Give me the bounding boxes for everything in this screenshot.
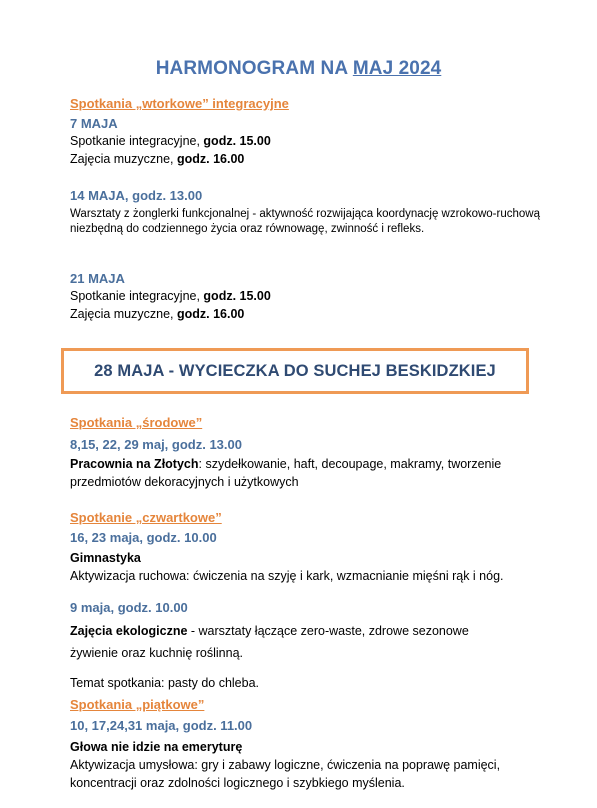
event-date: 10, 17,24,31 maja, godz. 11.00 xyxy=(70,718,253,733)
friday-section xyxy=(70,697,550,792)
thursday-event-eco xyxy=(70,600,550,692)
event-description: Pracownia na Złotych: szydełkowanie, haft, decoupage, makramy, tworzenie przedmiotów dekoracyjnych i użytkowych xyxy=(70,457,502,489)
page-title xyxy=(0,58,597,80)
event-date: 21 MAJA xyxy=(70,271,125,286)
tuesday-event-21 xyxy=(70,271,550,323)
event-line: Zajęcia muzyczne, godz. 16.00 xyxy=(70,152,245,166)
event-name: Głowa nie idzie na emeryturę xyxy=(70,740,243,754)
tuesday-event-juggling xyxy=(70,188,550,237)
event-description: Aktywizacja ruchowa: ćwiczenia na szyję i kark, wzmacnianie mięśni rąk i nóg. xyxy=(70,569,504,583)
friday-heading: Spotkania „piątkowe” xyxy=(70,697,205,712)
event-line: Spotkanie integracyjne, godz. 15.00 xyxy=(70,134,271,148)
tuesday-section xyxy=(70,96,550,168)
title-month: MAJ 2024 xyxy=(352,58,442,79)
event-date: 16, 23 maja, godz. 10.00 xyxy=(70,530,217,545)
title-prefix: HARMONOGRAM NA xyxy=(155,58,353,79)
event-line: Spotkanie integracyjne, godz. 15.00 xyxy=(70,289,271,303)
wednesday-heading: Spotkania „środowe” xyxy=(70,415,203,430)
event-date: 8,15, 22, 29 maj, godz. 13.00 xyxy=(70,437,242,452)
event-date: 7 MAJA xyxy=(70,116,118,131)
thursday-section xyxy=(70,510,550,585)
thursday-heading: Spotkanie „czwartkowe” xyxy=(70,510,222,525)
event-description: Aktywizacja umysłowa: gry i zabawy logiczne, ćwiczenia na poprawę pamięci, koncentracji oraz zdolności logicznego i szybkiego myślenia. xyxy=(70,758,501,790)
event-description: Zajęcia ekologiczne - warsztaty łączące zero-waste, zdrowe sezonowe żywienie oraz kuchnię roślinną. xyxy=(70,624,469,660)
event-description: Warsztaty z żonglerki funkcjonalnej - aktywność rozwijająca koordynację wzrokowo-ruchową niezbędną do codziennego życia oraz równowagę, zwinność i refleks. xyxy=(70,208,540,235)
event-line: Zajęcia muzyczne, godz. 16.00 xyxy=(70,307,245,321)
event-date: 9 maja, godz. 10.00 xyxy=(70,600,188,615)
event-date: 14 MAJA, godz. 13.00 xyxy=(70,188,203,203)
event-name: Gimnastyka xyxy=(70,551,141,565)
wednesday-section xyxy=(70,415,550,491)
event-topic: Temat spotkania: pasty do chleba. xyxy=(70,676,260,690)
tuesday-heading: Spotkania „wtorkowe” integracyjne xyxy=(70,96,289,111)
trip-banner: 28 MAJA - WYCIECZKA DO SUCHEJ BESKIDZKIEJ xyxy=(61,348,529,394)
